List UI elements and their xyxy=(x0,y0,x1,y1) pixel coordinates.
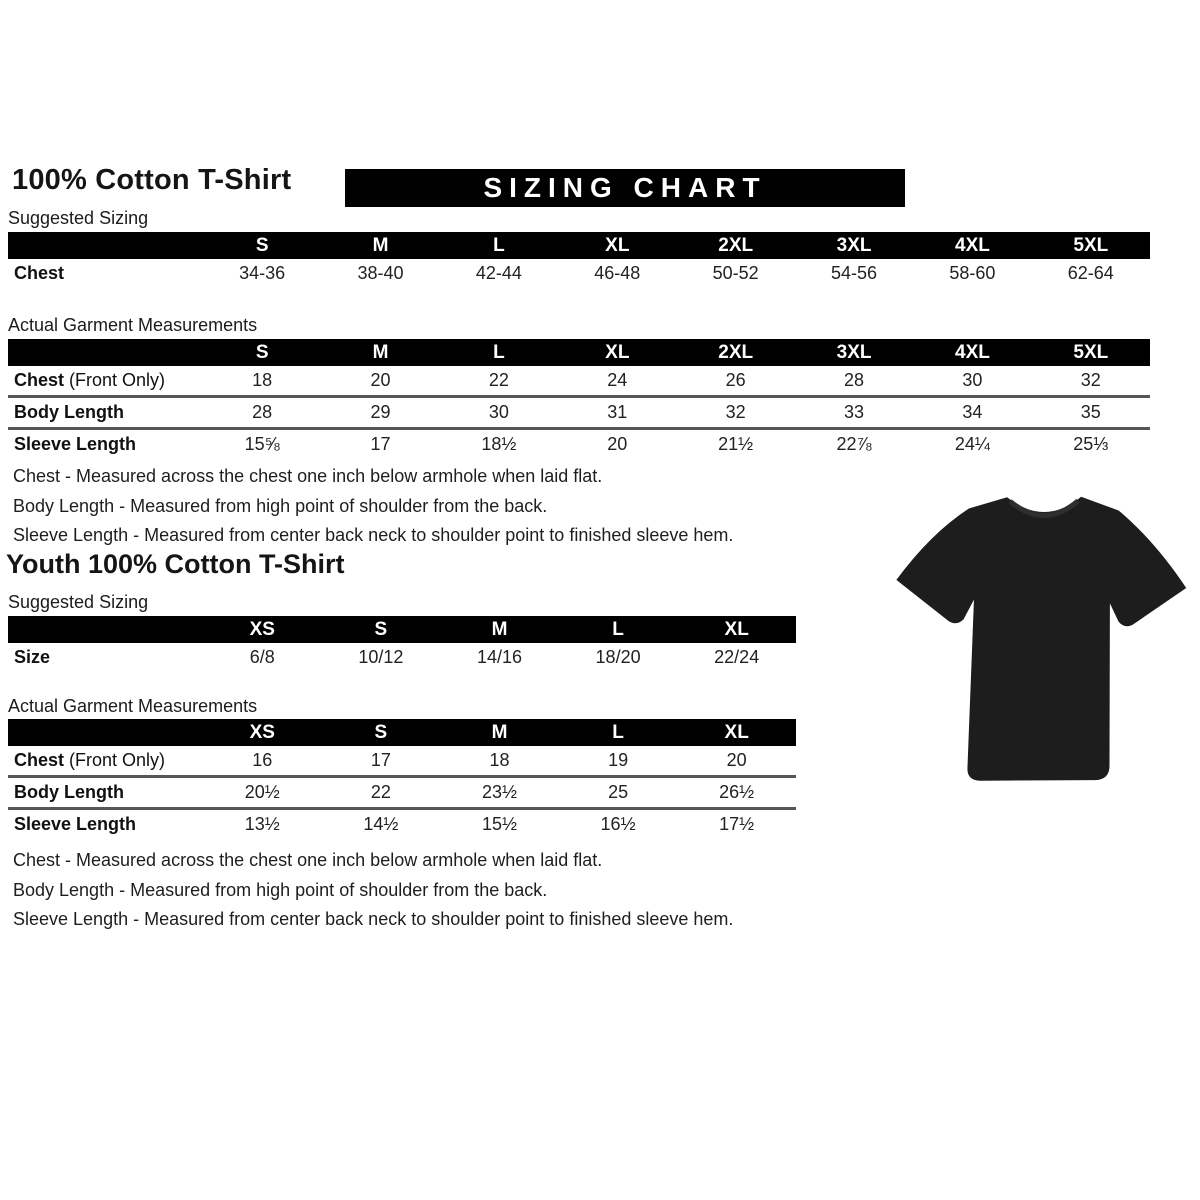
size-value-cell: 18 xyxy=(489,750,510,770)
size-value-cell: 6/8 xyxy=(249,647,275,667)
row-label: Body Length xyxy=(8,777,203,809)
size-value-cell: 26½ xyxy=(677,777,796,809)
row-label: Chest xyxy=(14,263,65,283)
size-value-cell: 32 xyxy=(677,397,795,429)
row-label: Chest (Front Only) xyxy=(14,750,166,770)
size-value-cell: 21½ xyxy=(677,429,795,460)
measurement-note: Sleeve Length - Measured from center back neck to shoulder point to finished sleeve hem. xyxy=(13,909,734,929)
size-value-cell: 14/16 xyxy=(476,647,522,667)
youth-measurement-notes xyxy=(13,846,733,935)
size-value-cell: 26 xyxy=(725,370,746,390)
col-header-3xl: 3XL xyxy=(795,339,913,366)
measurement-note: Chest - Measured across the chest one inch below armhole when laid flat. xyxy=(13,850,603,870)
size-value-cell: 42-44 xyxy=(475,263,522,283)
table-row xyxy=(8,259,1150,288)
size-value-cell: 25 xyxy=(559,777,678,809)
col-header-xl: XL xyxy=(558,232,676,259)
col-header-l: L xyxy=(559,616,678,643)
size-value-cell: 32 xyxy=(1080,370,1101,390)
youth-page-title: Youth 100% Cotton T-Shirt xyxy=(6,549,345,579)
size-value-cell: 17 xyxy=(321,429,439,460)
col-header-s: S xyxy=(203,339,321,366)
size-value-cell: 22 xyxy=(322,777,441,809)
size-value-cell: 22 xyxy=(488,370,509,390)
col-header-s: S xyxy=(203,232,321,259)
adult-actual-heading: Actual Garment Measurements xyxy=(8,315,258,335)
sizing-chart-banner xyxy=(345,169,905,207)
size-value-cell: 30 xyxy=(962,370,983,390)
size-value-cell: 46-48 xyxy=(594,263,641,283)
size-value-cell: 24 xyxy=(607,370,628,390)
measurement-note: Sleeve Length - Measured from center back neck to shoulder point to finished sleeve hem. xyxy=(13,525,734,545)
size-value-cell: 38-40 xyxy=(357,263,404,283)
size-value-cell: 30 xyxy=(440,397,558,429)
size-value-cell: 29 xyxy=(321,397,439,429)
col-header-xs: XS xyxy=(203,719,322,746)
header-spacer-cell xyxy=(8,339,203,366)
col-header-4xl: 4XL xyxy=(913,339,1031,366)
measurement-note: Chest - Measured across the chest one inch below armhole when laid flat. xyxy=(13,466,603,486)
size-value-cell: 58-60 xyxy=(949,263,996,283)
col-header-2xl: 2XL xyxy=(677,232,795,259)
size-value-cell: 62-64 xyxy=(1067,263,1114,283)
sizing-chart-banner-label: SIZING CHART xyxy=(483,172,767,203)
size-value-cell: 16 xyxy=(252,750,273,770)
size-value-cell: 15⅝ xyxy=(203,429,321,460)
size-value-cell: 17½ xyxy=(677,809,796,840)
col-header-5xl: 5XL xyxy=(1032,232,1150,259)
header-spacer-cell xyxy=(8,616,203,643)
col-header-s: S xyxy=(322,719,441,746)
tshirt-body xyxy=(892,493,1188,785)
row-label: Chest (Front Only) xyxy=(14,370,166,390)
size-value-cell: 15½ xyxy=(440,809,559,840)
adult-actual-table xyxy=(8,339,1150,459)
table-row xyxy=(8,366,1150,397)
size-value-cell: 35 xyxy=(1032,397,1150,429)
adult-suggested-heading: Suggested Sizing xyxy=(8,208,149,228)
table-row xyxy=(8,397,1150,429)
youth-actual-table xyxy=(8,719,796,839)
youth-actual-heading: Actual Garment Measurements xyxy=(8,696,258,716)
tshirt-product-image xyxy=(888,481,1196,811)
size-value-cell: 10/12 xyxy=(358,647,404,667)
size-value-cell: 31 xyxy=(558,397,676,429)
col-header-xl: XL xyxy=(677,616,796,643)
col-header-4xl: 4XL xyxy=(913,232,1031,259)
row-label: Size xyxy=(14,647,51,667)
table-row xyxy=(8,746,796,777)
col-header-xl: XL xyxy=(677,719,796,746)
size-value-cell: 34 xyxy=(913,397,1031,429)
size-value-cell: 18½ xyxy=(440,429,558,460)
size-value-cell: 22⅞ xyxy=(795,429,913,460)
size-value-cell: 33 xyxy=(795,397,913,429)
col-header-m: M xyxy=(440,719,559,746)
size-value-cell: 28 xyxy=(844,370,865,390)
size-value-cell: 19 xyxy=(608,750,629,770)
size-value-cell: 25⅓ xyxy=(1032,429,1150,460)
col-header-5xl: 5XL xyxy=(1032,339,1150,366)
col-header-xs: XS xyxy=(203,616,322,643)
size-value-cell: 24¼ xyxy=(913,429,1031,460)
youth-suggested-heading: Suggested Sizing xyxy=(8,592,149,612)
table-row xyxy=(8,643,796,672)
table-row xyxy=(8,429,1150,460)
size-value-cell: 23½ xyxy=(440,777,559,809)
size-value-cell: 13½ xyxy=(203,809,322,840)
size-value-cell: 20 xyxy=(558,429,676,460)
page-title: 100% Cotton T-Shirt xyxy=(12,164,292,196)
measurement-note: Body Length - Measured from high point of shoulder from the back. xyxy=(13,879,548,900)
row-label: Body Length xyxy=(8,397,203,429)
col-header-l: L xyxy=(440,232,558,259)
size-value-cell: 20 xyxy=(370,370,391,390)
size-value-cell: 18 xyxy=(252,370,273,390)
measurement-note: Body Length - Measured from high point of shoulder from the back. xyxy=(13,495,548,516)
size-value-cell: 16½ xyxy=(559,809,678,840)
col-header-m: M xyxy=(321,232,439,259)
row-label: Sleeve Length xyxy=(8,429,203,460)
size-value-cell: 18/20 xyxy=(595,647,641,667)
size-value-cell: 34-36 xyxy=(239,263,286,283)
table-row xyxy=(8,809,796,840)
size-value-cell: 14½ xyxy=(322,809,441,840)
col-header-2xl: 2XL xyxy=(677,339,795,366)
size-value-cell: 50-52 xyxy=(712,263,759,283)
row-label: Sleeve Length xyxy=(8,809,203,840)
col-header-m: M xyxy=(321,339,439,366)
black-tshirt-icon xyxy=(888,481,1196,811)
col-header-s: S xyxy=(322,616,441,643)
col-header-l: L xyxy=(440,339,558,366)
youth-suggested-table xyxy=(8,616,796,672)
size-value-cell: 20½ xyxy=(203,777,322,809)
col-header-3xl: 3XL xyxy=(795,232,913,259)
size-value-cell: 17 xyxy=(370,750,391,770)
size-value-cell: 54-56 xyxy=(831,263,878,283)
size-value-cell: 22/24 xyxy=(714,647,760,667)
size-value-cell: 20 xyxy=(726,750,747,770)
header-spacer-cell xyxy=(8,719,203,746)
col-header-l: L xyxy=(559,719,678,746)
header-spacer-cell xyxy=(8,232,203,259)
col-header-xl: XL xyxy=(558,339,676,366)
size-value-cell: 28 xyxy=(203,397,321,429)
adult-measurement-notes xyxy=(13,462,733,551)
adult-suggested-table xyxy=(8,232,1150,288)
table-row xyxy=(8,777,796,809)
col-header-m: M xyxy=(440,616,559,643)
